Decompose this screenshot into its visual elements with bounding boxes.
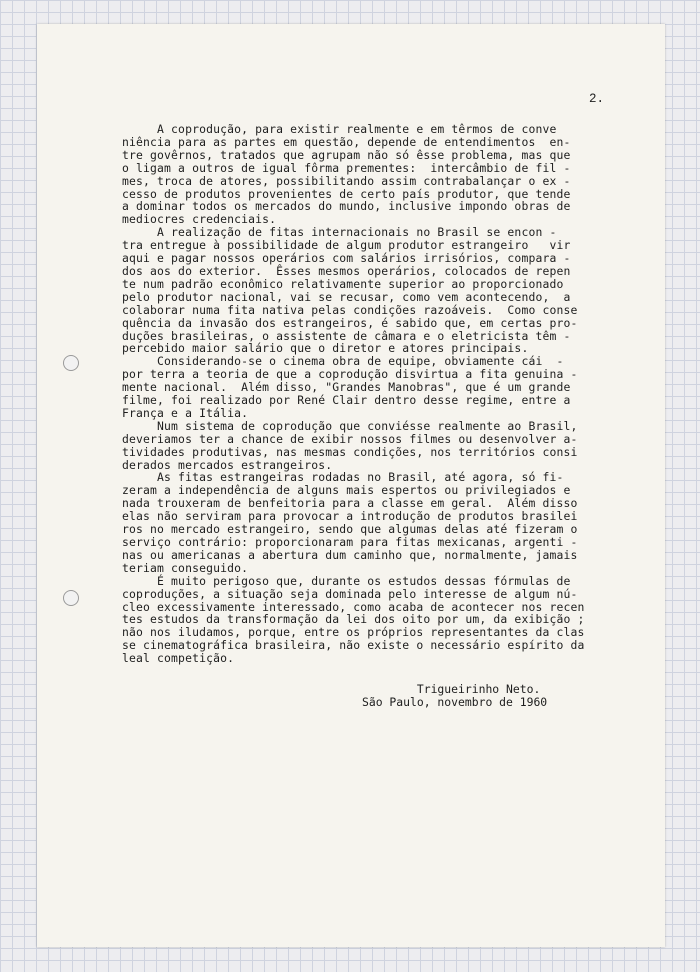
text-line: filme, foi realizado por René Clair dentro desse regime, entre a bbox=[122, 393, 571, 408]
text-line: tre govêrnos, tratados que agrupam não só êsse problema, mas que bbox=[122, 147, 571, 162]
text-line: mediocres credenciais. bbox=[122, 212, 277, 227]
text-line: quência da invasão dos estrangeiros, é sabido que, em certas pro- bbox=[122, 315, 578, 330]
punch-hole bbox=[63, 355, 79, 371]
text-line: te num padrão econômico relativamente superior ao proporcionado bbox=[122, 276, 564, 291]
text-line: a dominar todos os mercados do mundo, inclusive impondo obras de bbox=[122, 199, 571, 214]
text-line: As fitas estrangeiras rodadas no Brasil, até agora, só fi- bbox=[122, 470, 564, 485]
text-line: cesso de produtos provenientes de certo país produtor, que tende bbox=[122, 186, 571, 201]
text-line: não nos iludamos, porque, entre os próprios representantes da clas bbox=[122, 625, 585, 640]
text-line: Num sistema de coprodução que conviésse realmente ao Brasil, bbox=[122, 418, 578, 433]
text-line: mes, troca de atores, possibilitando assim contrabalançar o ex - bbox=[122, 173, 571, 188]
signature-block bbox=[362, 683, 547, 709]
text-line: serviço contrário: proporcionaram para fitas mexicanas, argenti - bbox=[122, 535, 578, 549]
text-line: ros no mercado estrangeiro, sendo que algumas delas até fizeram o bbox=[122, 522, 578, 537]
text-line: leal competição. bbox=[122, 651, 235, 666]
signature-name: Trigueirinho Neto. bbox=[362, 682, 541, 696]
text-line: É muito perigoso que, durante os estudos dessas fórmulas de bbox=[122, 573, 571, 588]
signature-place-date: São Paulo, novembro de 1960 bbox=[362, 695, 548, 709]
text-line: por terra a teoria de que a coprodução disvirtua a fita genuina - bbox=[122, 367, 578, 382]
document-body bbox=[122, 123, 642, 665]
text-line: dos aos do exterior. Êsses mesmos operários, colocados de repen bbox=[122, 263, 571, 278]
text-line: o ligam a outros de igual fôrma prementes: intercâmbio de fil - bbox=[122, 160, 571, 175]
text-line: derados mercados estrangeiros. bbox=[122, 457, 333, 472]
punch-hole bbox=[63, 590, 79, 606]
text-line: mente nacional. Além disso, "Grandes Manobras", que é um grande bbox=[122, 380, 571, 395]
text-line: deveriamos ter a chance de exibir nossos filmes ou desenvolver a- bbox=[122, 431, 578, 446]
text-line: França e a Itália. bbox=[122, 405, 249, 420]
text-line: elas não serviram para provocar a introdução de produtos brasilei bbox=[122, 509, 578, 524]
text-line: nada trouxeram de benfeitoria para a classe em geral. Além disso bbox=[122, 496, 578, 511]
text-line: tes estudos da transformação da lei dos oito por um, da exibição ; bbox=[122, 612, 585, 627]
text-line: cleo excessivamente interessado, como acaba de acontecer nos recen bbox=[122, 599, 585, 614]
text-line: pelo produtor nacional, vai se recusar, como vem acontecendo, a bbox=[122, 289, 571, 304]
text-line: se cinematográfica brasileira, não existe o necessário espírito da bbox=[122, 638, 585, 653]
text-line: aqui e pagar nossos operários com salários irrisórios, compara - bbox=[122, 251, 571, 266]
text-line: zeram a independência de alguns mais espertos ou privilegiados e bbox=[122, 483, 571, 498]
text-line: nas ou americanas a abertura dum caminho que, normalmente, jamais bbox=[122, 547, 578, 562]
text-line: teriam conseguido. bbox=[122, 560, 249, 575]
text-line: A realização de fitas internacionais no Brasil se encon - bbox=[122, 225, 557, 240]
text-line: Considerando-se o cinema obra de equipe, obviamente cái - bbox=[122, 354, 564, 369]
text-line: A coprodução, para existir realmente e em têrmos de conve bbox=[122, 122, 557, 136]
text-line: percebido maior salário que o diretor e atores principais. bbox=[122, 341, 529, 356]
text-line: niência para as partes em questão, depende de entendimentos en- bbox=[122, 134, 571, 149]
text-line: tividades produtivas, nas mesmas condições, nos territórios consi bbox=[122, 444, 578, 459]
text-line: colaborar numa fita nativa pelas condições razoáveis. Como conse bbox=[122, 302, 578, 317]
text-line: coproduções, a situação seja dominada pelo interesse de algum nú- bbox=[122, 586, 578, 601]
text-line: duções brasileiras, o assistente de câmara e o eletricista têm - bbox=[122, 328, 571, 343]
page-number: 2. bbox=[589, 92, 605, 106]
text-line: tra entregue à possibilidade de algum produtor estrangeiro vir bbox=[122, 238, 571, 253]
